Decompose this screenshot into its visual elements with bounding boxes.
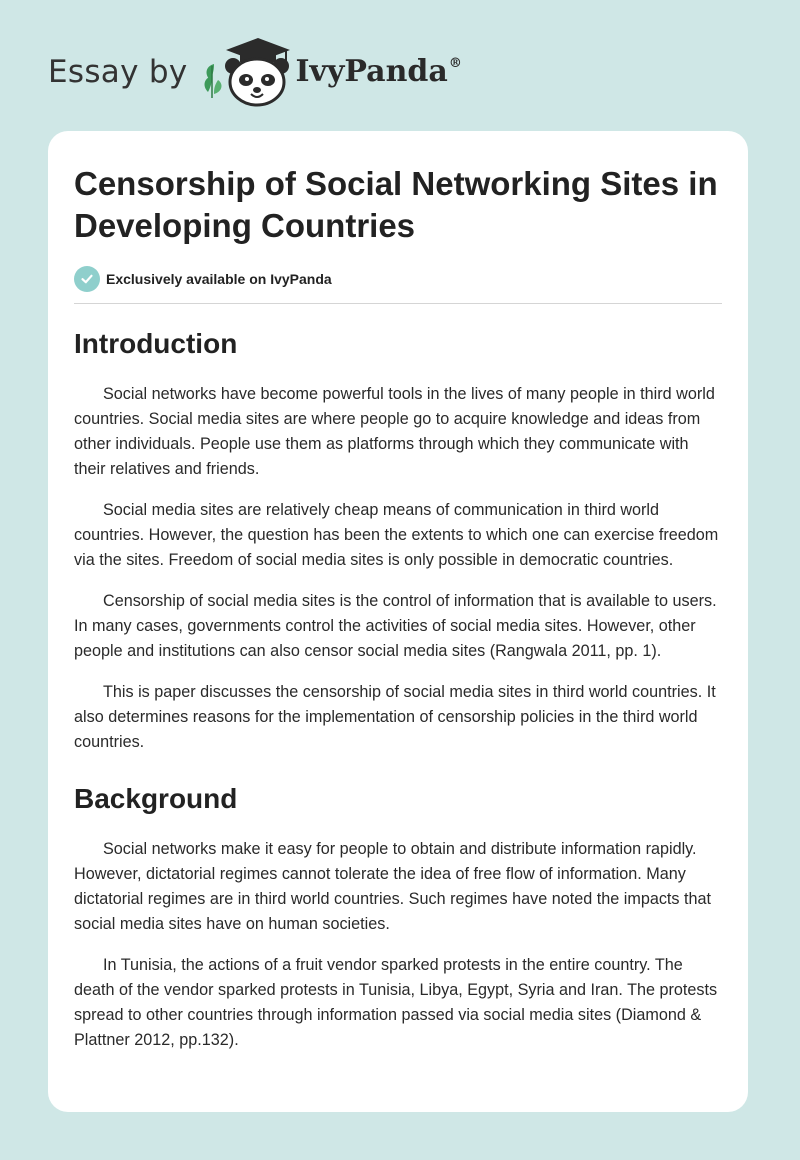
exclusive-badge [74,265,722,293]
exclusive-label: Exclusively available on IvyPanda [106,271,332,287]
registered-mark: ® [448,56,462,71]
paragraph: Social media sites are relatively cheap means of communication in third world countries. However, the question has been the extents to which one can exercise freedom via the sites. Freedom of social media sites is only possible in democratic countries. [74,501,719,569]
article-card [48,131,748,1112]
check-icon [74,266,100,292]
paragraph: Social networks have become powerful tools in the lives of many people in third world countries. Social media sites are where people go to acquire knowledge and ideas from other individuals. People use them as platforms through which they communicate with their relatives and friends. [74,385,715,478]
paragraph: Censorship of social media sites is the control of information that is available to users. In many cases, governments control the activities of social media sites. However, other people and institutions can also censor social media sites (Rangwala 2011, pp. 1). [74,592,717,660]
article-title: Censorship of Social Networking Sites in Developing Countries [74,165,718,244]
panda-graduate-icon[interactable] [200,36,292,108]
divider [74,303,722,304]
section-heading-introduction: Introduction [74,328,238,359]
site-header [48,36,462,108]
paragraph: In Tunisia, the actions of a fruit vendor sparked protests in the entire country. The death of the vendor sparked protests in Tunisia, Libya, Egypt, Syria and Iran. The protests spread to other countries through information passed via social media sites (Diamond & Plattner 2012, pp.132). [74,956,718,1049]
essay-by-label: Essay by [48,53,188,90]
paragraph: This is paper discusses the censorship of social media sites in third world countries. It also determines reasons for the implementation of censorship policies in the third world countries. [74,683,716,751]
paragraph: Social networks make it easy for people to obtain and distribute information rapidly. However, dictatorial regimes cannot tolerate the idea of free flow of information. Many dictatorial regimes are in third world countries. Such regimes have noted the impacts that social media sites have on human societies. [74,840,712,933]
brand-name[interactable]: IvyPanda® [295,54,462,89]
section-heading-background: Background [74,783,238,814]
